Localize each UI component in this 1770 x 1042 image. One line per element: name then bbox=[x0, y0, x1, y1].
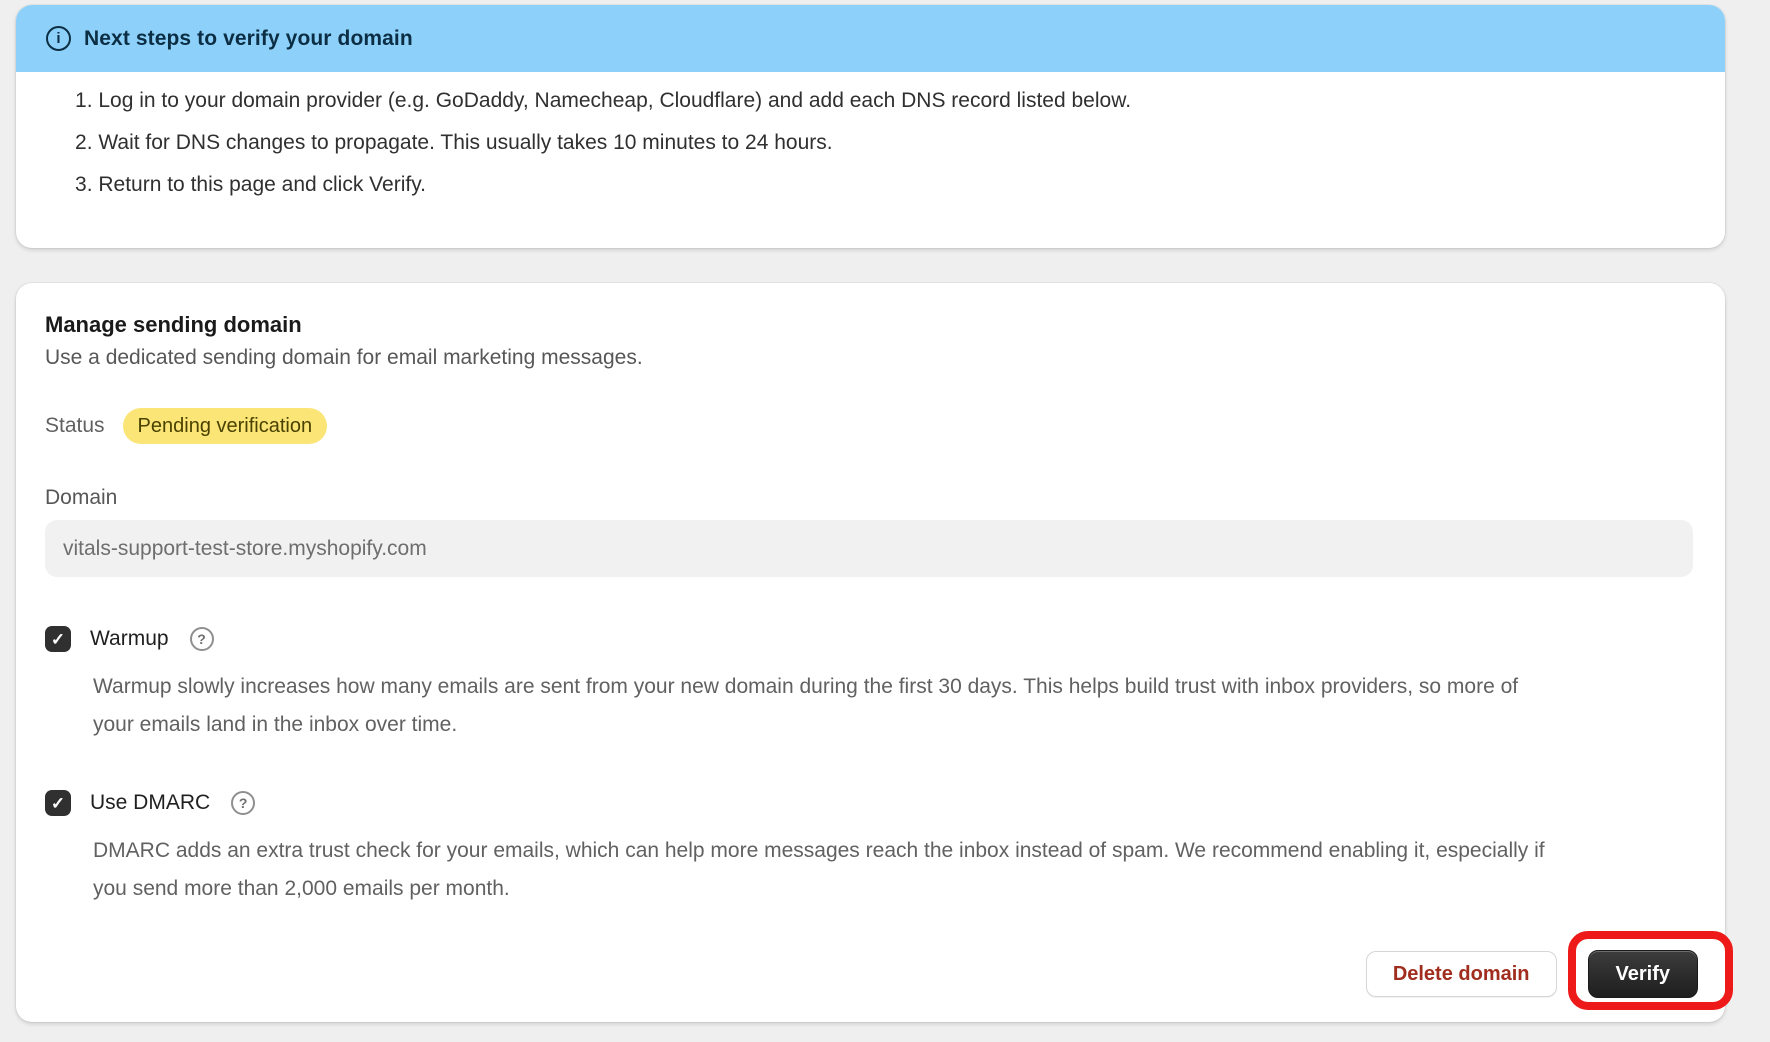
verification-step-3: Return to this page and click Verify. bbox=[98, 173, 426, 196]
warmup-row bbox=[45, 626, 1696, 652]
status-label: Status bbox=[45, 414, 105, 437]
delete-domain-button[interactable]: Delete domain bbox=[1366, 951, 1557, 997]
warmup-checkbox[interactable] bbox=[45, 626, 71, 652]
banner-title: Next steps to verify your domain bbox=[84, 26, 413, 50]
status-badge: Pending verification bbox=[123, 408, 328, 444]
question-mark-icon[interactable]: ? bbox=[231, 791, 255, 815]
status-row bbox=[45, 408, 1696, 444]
banner-header bbox=[16, 5, 1725, 72]
card-subtitle: Use a dedicated sending domain for email marketing messages. bbox=[45, 346, 643, 369]
dmarc-row bbox=[45, 790, 1696, 816]
verification-step-1: Log in to your domain provider (e.g. GoDaddy, Namecheap, Cloudflare) and add each DNS record listed below. bbox=[98, 89, 1132, 112]
banner-body bbox=[16, 72, 1725, 197]
domain-input[interactable] bbox=[45, 520, 1693, 577]
manage-sending-domain-card bbox=[16, 283, 1725, 1022]
verify-domain-banner bbox=[16, 5, 1725, 248]
dmarc-checkbox[interactable] bbox=[45, 790, 71, 816]
dmarc-description: DMARC adds an extra trust check for your emails, which can help more messages reach the inbox instead of spam. We recommend enabling it, especially if you send more than 2,000 emails per month. bbox=[93, 839, 1545, 900]
verify-button[interactable]: Verify bbox=[1588, 950, 1698, 998]
dmarc-label: Use DMARC bbox=[90, 791, 211, 814]
verification-step-2: Wait for DNS changes to propagate. This usually takes 10 minutes to 24 hours. bbox=[98, 131, 833, 154]
warmup-label: Warmup bbox=[90, 627, 169, 650]
verification-steps-list bbox=[16, 72, 1725, 197]
warmup-description: Warmup slowly increases how many emails are sent from your new domain during the first 30 days. This helps build trust with inbox providers, so more of your emails land in the inbox over time. bbox=[93, 675, 1519, 736]
question-mark-icon[interactable]: ? bbox=[190, 627, 214, 651]
domain-label: Domain bbox=[45, 486, 118, 509]
info-icon: i bbox=[46, 26, 71, 51]
card-title: Manage sending domain bbox=[45, 312, 302, 337]
card-actions bbox=[1366, 950, 1698, 998]
